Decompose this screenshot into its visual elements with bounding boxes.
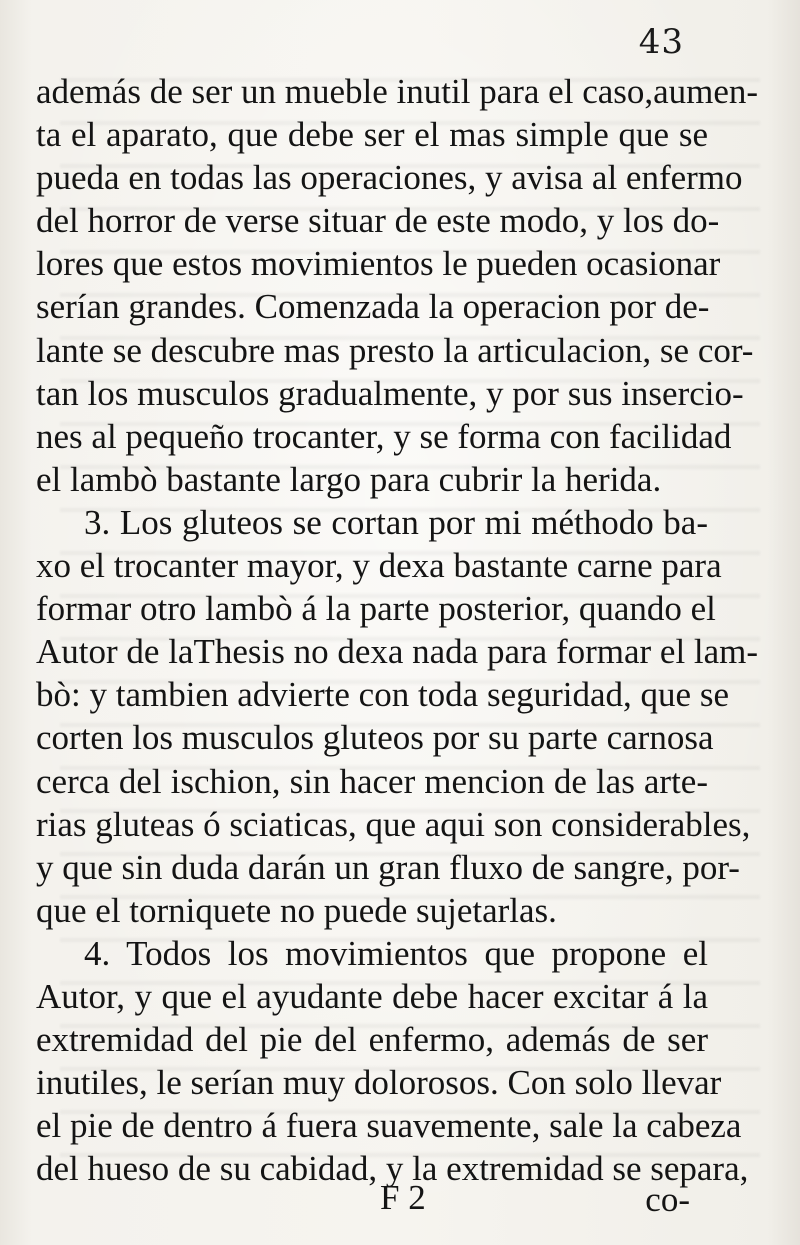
text-line: xo el trocanter mayor, y dexa bastante carne para bbox=[36, 546, 722, 586]
text-line: lante se descubre mas presto la articulacion, se cor- bbox=[36, 330, 754, 370]
text-line: bò: y tambien advierte con toda seguridad, que se bbox=[36, 675, 729, 715]
text-line: serían grandes. Comenzada la operacion por de- bbox=[36, 287, 710, 327]
text-line: y que sin duda darán un gran fluxo de sangre, por- bbox=[36, 847, 740, 887]
catchword: co- bbox=[645, 1180, 690, 1219]
text-line: ta el aparato, que debe ser el mas simple que se bbox=[36, 115, 708, 155]
body-text bbox=[36, 70, 759, 1190]
text-line: nes al pequeño trocanter, y se forma con facilidad bbox=[36, 416, 732, 456]
text-line: cerca del ischion, sin hacer mencion de las arte- bbox=[36, 761, 708, 801]
text-line: corten los musculos gluteos por su parte carnosa bbox=[36, 718, 714, 758]
text-line: Autor, y que el ayudante debe hacer excitar á la bbox=[36, 976, 708, 1016]
text-line: Autor de laThesis no dexa nada para formar el lam- bbox=[36, 632, 759, 672]
text-line: formar otro lambò á la parte posterior, quando el bbox=[36, 589, 716, 629]
paragraph-4-start: 4. Todos los movimientos que propone el bbox=[84, 933, 708, 973]
text-line: que el torniquete no puede sujetarlas. bbox=[36, 890, 557, 930]
page-number: 43 bbox=[638, 22, 684, 62]
signature-mark: F 2 bbox=[380, 1178, 426, 1217]
text-line: extremidad del pie del enfermo, además de ser bbox=[36, 1020, 708, 1060]
text-line: del hueso de su cabidad, y la extremidad se separa, bbox=[36, 1149, 749, 1189]
text-line: tan los musculos gradualmente, y por sus insercio- bbox=[36, 373, 744, 413]
text-line: rias gluteas ó sciaticas, que aqui son considerables, bbox=[36, 804, 751, 844]
text-line: del horror de verse situar de este modo, y los do- bbox=[36, 201, 720, 241]
text-line: además de ser un mueble inutil para el caso,aumen- bbox=[36, 72, 759, 111]
text-line: el pie de dentro á fuera suavemente, sale la cabeza bbox=[36, 1106, 742, 1146]
text-line: pueda en todas las operaciones, y avisa al enfermo bbox=[36, 158, 743, 198]
text-line: inutiles, le serían muy dolorosos. Con solo llevar bbox=[36, 1063, 722, 1103]
paragraph-3-start: 3. Los gluteos se cortan por mi méthodo ba- bbox=[84, 502, 708, 542]
text-line: lores que estos movimientos le pueden ocasionar bbox=[36, 244, 721, 284]
text-line: el lambò bastante largo para cubrir la herida. bbox=[36, 459, 662, 499]
